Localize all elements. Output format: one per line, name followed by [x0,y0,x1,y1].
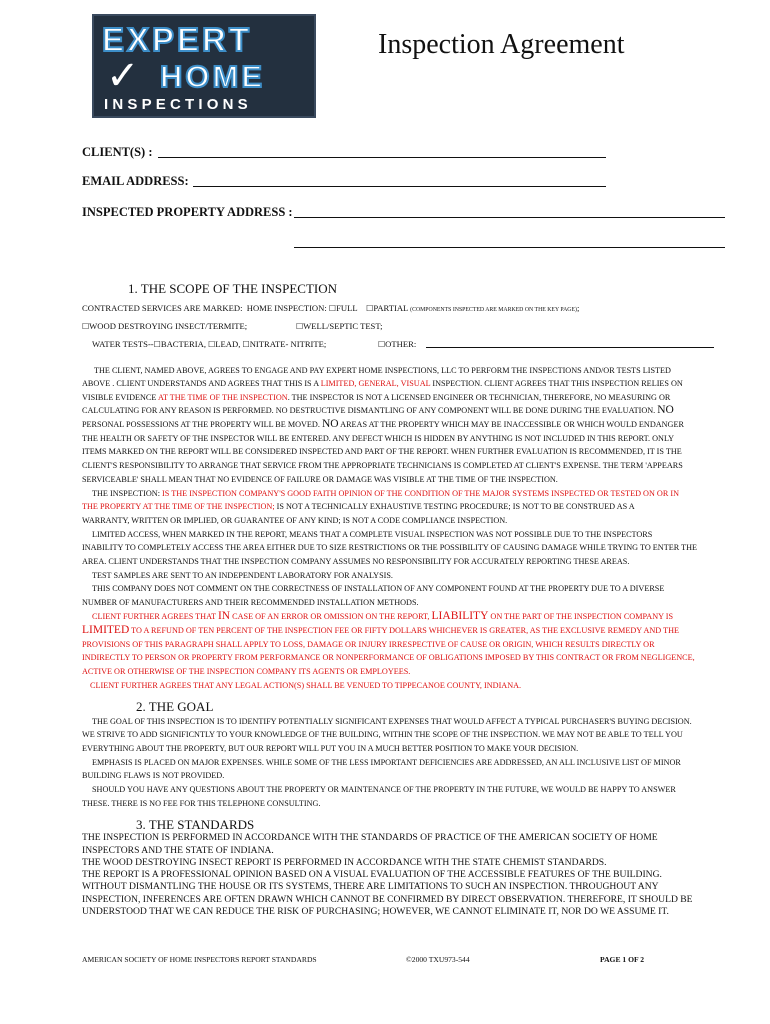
partial-semicolon: ; [576,303,580,313]
client-field[interactable] [158,157,606,158]
scope-text-line: ABOVE . CLIENT UNDERSTANDS AND AGREES THAT THIS IS A LIMITED, GENERAL, VISUAL INSPECTION. CLIENT AGREES THAT THIS INSPECTION RELIES ON [82,379,683,388]
scope-text-line: INABILITY TO COMPLETELY ACCESS THE AREA EITHER DUE TO SIZE RESTRICTIONS OR THE POSSIBILITY OF CAUSING DAMAGE WHILE TRYING TO ENTER THE [82,543,697,552]
wdi-checkbox[interactable]: ☐ [82,322,90,331]
scope-text-line: THIS COMPANY DOES NOT COMMENT ON THE CORRECTNESS OF INSTALLATION OF ANY COMPONENT FOUND AT THE PROPERTY DUE TO A DIVERSE [92,584,665,593]
other-field[interactable] [426,347,714,348]
scope-text-line: AREA. CLIENT UNDERSTANDS THAT THE INSPECTION COMPANY ASSUMES NO RESPONSIBILITY FOR ACCURATELY REPORTING THESE AREAS. [82,557,630,566]
page-title: Inspection Agreement [378,29,625,60]
services-row-3 [92,339,326,350]
bacteria-checkbox[interactable]: ☐ [153,340,161,349]
goal-text-line: WE STRIVE TO ADD SIGNIFICNTLY TO YOUR KNOWLEDGE OF THE BUILDING, WITHIN THE SCOPE OF THE INSPECTION. WE MAY NOT BE ABLE TO TELL YOU [82,730,683,739]
footer-standards: AMERICAN SOCIETY OF HOME INSPECTORS REPORT STANDARDS [82,955,317,964]
liability-text-line: PROVISIONS OF THIS PARAGRAPH SHALL APPLY TO LOSS, DAMAGE OR INJURY IRRESPECTIVE OF CAUSE OR ORIGIN, WHICH RESULTS DIRECTLY OR [82,640,655,649]
section-3-heading: 3. THE STANDARDS [136,817,255,832]
nitrate-checkbox[interactable]: ☐ [242,340,250,349]
address-field-line2[interactable] [294,247,725,248]
standards-text-line: INSPECTION, INFERENCES ARE OFTEN DRAWN WHICH CANNOT BE CONFIRMED BY DIRECT OBSERVATION. THEREFORE, IT SHOULD BE [82,894,693,905]
footer-page-number: PAGE 1 OF 2 [600,955,645,964]
partial-label: PARTIAL [373,303,408,313]
nitrate-label: NITRATE- NITRITE; [249,339,327,349]
scope-text-line: VISIBLE EVIDENCE AT THE TIME OF THE INSPECTION. THE INSPECTOR IS NOT A LICENSED ENGINEER OR TECHNICIAN, THEREFORE, NO MEASURING OR [82,393,671,402]
contracted-services-label: CONTRACTED SERVICES ARE MARKED: [82,303,243,313]
well-checkbox[interactable]: ☐ [296,322,304,331]
venue-text-line: CLIENT FURTHER AGREES THAT ANY LEGAL ACTION(S) SHALL BE VENUED TO TIPPECANOE COUNTY, INDIANA. [90,681,522,690]
goal-text-line: EVERYTHING ABOUT THE PROPERTY, BUT OUR REPORT WILL PUT YOU IN A MUCH BETTER POSITION TO MAKE YOUR DECISION. [82,744,579,753]
section-2-heading: 2. THE GOAL [136,699,214,714]
address-label: INSPECTED PROPERTY ADDRESS : [82,205,293,219]
liability-text-line: CLIENT FURTHER AGREES THAT IN CASE OF AN ERROR OR OMISSION ON THE REPORT, LIABILITY ON THE PART OF THE INSPECTION COMPANY IS [92,610,674,622]
scope-text-line: TEST SAMPLES ARE SENT TO AN INDEPENDENT LABORATORY FOR ANALYSIS. [92,571,393,580]
water-tests-label: WATER TESTS-- [92,339,154,349]
logo-text-inspections: INSPECTIONS [104,96,252,113]
scope-text-line: THE INSPECTION: IS THE INSPECTION COMPANY'S GOOD FAITH OPINION OF THE CONDITION OF THE MAJOR SYSTEMS INSPECTED OR TESTED ON OR IN [92,489,679,498]
well-label: WELL/SEPTIC TEST; [303,321,383,331]
standards-text-line: THE REPORT IS A PROFESSIONAL OPINION BASED ON A VISUAL EVALUATION OF THE ACCESSIBLE FEATURES OF THE BUILDING. [82,869,662,880]
client-label: CLIENT(S) : [82,145,153,159]
section-1-heading: 1. THE SCOPE OF THE INSPECTION [128,281,337,296]
goal-text-line: EMPHASIS IS PLACED ON MAJOR EXPENSES. WHILE SOME OF THE LESS IMPORTANT DEFICIENCIES ARE ADDRESSED, AN ALL INCLUSIVE LIST OF MINOR [92,758,681,767]
other-label: OTHER: [385,339,417,349]
full-checkbox[interactable]: ☐ [328,304,337,313]
standards-text-line: WITHOUT DISMANTLING THE HOUSE OR ITS SYSTEMS, THERE ARE LIMITATIONS TO SUCH AN INSPECTION. THROUGHOUT ANY [82,881,659,892]
liability-text-line: INDIRECTLY TO PERSON OR PROPERTY FROM PERFORMANCE OR NONPERFORMANCE OF OBLIGATIONS IMPOSED BY THIS CONTRACT OR FROM NEGLIGENCE, [82,653,695,662]
lead-checkbox[interactable]: ☐ [208,340,216,349]
logo-text-expert: EXPERT [102,21,253,58]
scope-text-line: ITEMS MARKED ON THE REPORT WILL BE CONSIDERED INSPECTED AND PART OF THE REPORT. WHEN FURTHER EVALUATION IS RECOMMENDED, IT IS THE [82,447,682,456]
standards-text-line: THE INSPECTION IS PERFORMED IN ACCORDANCE WITH THE STANDARDS OF PRACTICE OF THE AMERICAN SOCIETY OF HOME [82,832,658,843]
email-field[interactable] [193,186,606,187]
logo-text-home: HOME [160,59,265,94]
standards-text-line: THE WOOD DESTROYING INSECT REPORT IS PERFORMED IN ACCORDANCE WITH THE STATE CHEMIST STANDARDS. [82,857,607,868]
home-inspection-label: HOME INSPECTION: [246,303,327,313]
goal-text-line: THE GOAL OF THIS INSPECTION IS TO IDENTIFY POTENTIALLY SIGNIFICANT EXPENSES THAT WOULD AFFECT A TYPICAL PURCHASER'S BUYING DECISION. [92,717,692,726]
scope-text-line: NUMBER OF MANUFACTURERS AND THEIR RECOMMENDED INSTALLATION METHODS. [82,598,419,607]
services-row-3b [378,339,416,350]
partial-note: (COMPONENTS INSPECTED ARE MARKED ON THE KEY PAGE) [410,307,577,313]
scope-text-line: SERVICEABLE' SHALL MEAN THAT NO EVIDENCE OF FAILURE OR DAMAGE WAS VISIBLE AT THE TIME OF THE INSPECTION. [82,475,558,484]
wdi-label: WOOD DESTROYING INSECT/TERMITE; [89,321,248,331]
scope-text-line: PERSONAL POSSESSIONS AT THE PROPERTY WILL BE MOVED. NO AREAS AT THE PROPERTY WHICH MAY BE INACCESSIBLE OR WHICH WOULD ENDANGER [82,418,684,430]
company-logo [92,14,316,118]
scope-text-line: THE PROPERTY AT THE TIME OF THE INSPECTION; IS NOT A TECHNICALLY EXHAUSTIVE TESTING PROCEDURE; IS NOT TO BE CONSTRUED AS A [82,502,635,511]
standards-text-line: INSPECTORS AND THE STATE OF INDIANA. [82,845,274,856]
lead-label: LEAD, [215,339,241,349]
scope-text-line: THE HEALTH OR SAFETY OF THE INSPECTOR WILL BE ENTERED. ANY DEFECT WHICH IS HIDDEN BY ANYTHING IS NOT INCLUDED IN THIS REPORT. ONLY [82,434,675,443]
partial-checkbox[interactable]: ☐ [366,304,374,313]
liability-text-line: ACTIVE OR OTHERWISE OF THE INSPECTION COMPANY ITS AGENTS OR EMPLOYEES. [82,667,411,676]
address-field[interactable] [294,217,725,218]
goal-text-line: THESE. THERE IS NO FEE FOR THIS TELEPHONE CONSULTING. [82,799,321,808]
scope-text-line: CLIENT'S RESPONSIBILITY TO ARRANGE THAT SERVICE FROM THE APPROPRIATE TECHNICIANS IS COMPLETED AT CLIENT'S EXPENSE. THE TERM 'APPEARS [82,461,683,470]
logo-check-icon: ✓ [106,53,140,99]
scope-text-line: THE CLIENT, NAMED ABOVE, AGREES TO ENGAGE AND PAY EXPERT HOME INSPECTIONS, LLC TO PERFORM THE INSPECTIONS AND/OR TESTS LISTED [94,366,671,375]
liability-text-line: LIMITED TO A REFUND OF TEN PERCENT OF THE INSPECTION FEE OR FIFTY DOLLARS WHICHEVER IS GREATER, AS THE EXCLUSIVE REMEDY AND THE [82,624,679,636]
email-label: EMAIL ADDRESS: [82,174,189,188]
services-row-2b [296,321,383,332]
goal-text-line: SHOULD YOU HAVE ANY QUESTIONS ABOUT THE PROPERTY OR MAINTENANCE OF THE PROPERTY IN THE FUTURE, WE WOULD BE HAPPY TO ANSWER [92,785,676,794]
standards-text-line: UNDERSTOOD THAT WE CAN REDUCE THE RISK OF PURCHASING; HOWEVER, WE CANNOT ELIMINATE IT, NOR DO WE ASSUME IT. [82,906,669,917]
scope-text-line: LIMITED ACCESS, WHEN MARKED IN THE REPORT, MEANS THAT A COMPLETE VISUAL INSPECTION WAS NOT POSSIBLE DUE TO THE INSPECTORS [92,530,653,539]
scope-text-line: CALCULATING FOR ANY REASON IS PERFORMED. NO DESTRUCTIVE DISMANTLING OF ANY COMPONENT WILL BE DONE DURING THE EVALUATION. NO [82,404,674,416]
full-label: FULL [336,303,358,313]
services-row-1 [82,303,579,316]
other-checkbox[interactable]: ☐ [378,340,386,349]
goal-text-line: BUILDING FLAWS IS NOT PROVIDED. [82,771,225,780]
bacteria-label: BACTERIA, [160,339,206,349]
services-row-2 [82,321,247,332]
footer-copyright: ©2000 TXU973-544 [406,955,470,964]
scope-text-line: WARRANTY, WRITTEN OR IMPLIED, OR GUARANTEE OF ANY KIND; IS NOT A CODE COMPLIANCE INSPECTION. [82,516,508,525]
